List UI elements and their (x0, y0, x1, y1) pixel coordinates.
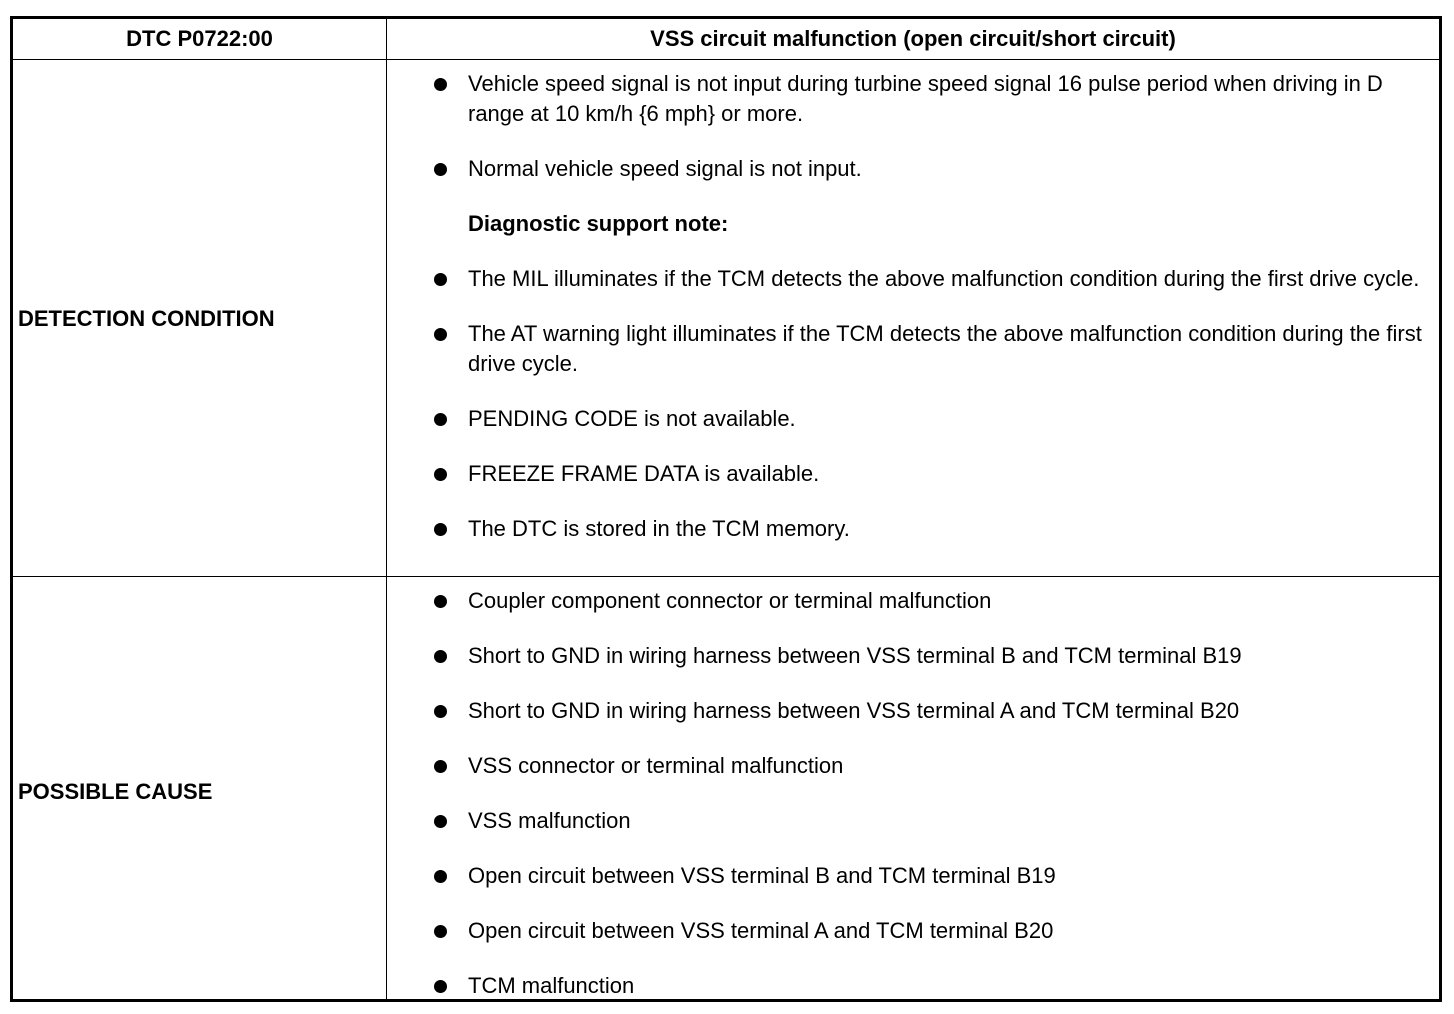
dtc-table (10, 16, 1442, 1002)
list-item-text: Short to GND in wiring harness between VSS terminal B and TCM terminal B19 (468, 643, 1242, 668)
list-item-text: Open circuit between VSS terminal A and TCM terminal B20 (468, 918, 1054, 943)
list-item (432, 264, 1422, 294)
list-item-text: The AT warning light illuminates if the TCM detects the above malfunction condition during the first drive cycle. (468, 321, 1422, 376)
list-item-text: FREEZE FRAME DATA is available. (468, 461, 820, 486)
list-item-text: VSS connector or terminal malfunction (468, 753, 844, 778)
list-item-text: Coupler component connector or terminal malfunction (468, 588, 992, 613)
diagnostic-support-note-heading: Diagnostic support note: (468, 211, 729, 236)
list-item-text: VSS malfunction (468, 808, 631, 833)
list-item-text: Open circuit between VSS terminal B and TCM terminal B19 (468, 863, 1056, 888)
bullet-icon (434, 870, 447, 883)
bullet-icon (434, 595, 447, 608)
list-item (432, 861, 1422, 891)
possible-cause-list (432, 586, 1422, 1001)
bullet-icon (434, 523, 447, 536)
list-item (432, 971, 1422, 1001)
possible-cause-label: POSSIBLE CAUSE (18, 779, 213, 804)
list-item (432, 751, 1422, 781)
list-item (432, 641, 1422, 671)
bullet-icon (434, 273, 447, 286)
bullet-icon (434, 815, 447, 828)
list-item-text: The MIL illuminates if the TCM detects the above malfunction condition during the first drive cycle. (468, 266, 1420, 291)
bullet-icon (434, 925, 447, 938)
dtc-code-header: DTC P0722:00 (126, 26, 273, 51)
bullet-icon (434, 760, 447, 773)
column-divider (386, 19, 387, 999)
bullet-icon (434, 980, 447, 993)
bullet-icon (434, 650, 447, 663)
list-item (432, 459, 1422, 489)
section-row-divider (13, 576, 1439, 577)
list-item (432, 69, 1422, 129)
list-item (432, 514, 1422, 544)
bullet-icon (434, 78, 447, 91)
list-item-text: Normal vehicle speed signal is not input. (468, 156, 862, 181)
list-item (432, 806, 1422, 836)
bullet-icon (434, 705, 447, 718)
list-item (432, 586, 1422, 616)
bullet-icon (434, 413, 447, 426)
list-item (432, 404, 1422, 434)
list-item-text: The DTC is stored in the TCM memory. (468, 516, 850, 541)
header-row-divider (13, 59, 1439, 60)
list-item (432, 154, 1422, 184)
list-item (432, 696, 1422, 726)
list-item-text: PENDING CODE is not available. (468, 406, 796, 431)
detection-condition-list (432, 69, 1422, 544)
bullet-icon (434, 468, 447, 481)
list-item (432, 319, 1422, 379)
list-item-text: TCM malfunction (468, 973, 635, 998)
dtc-description-header: VSS circuit malfunction (open circuit/short circuit) (650, 26, 1176, 51)
list-item-text: Short to GND in wiring harness between VSS terminal A and TCM terminal B20 (468, 698, 1240, 723)
list-item (432, 916, 1422, 946)
bullet-icon (434, 163, 447, 176)
list-item-text: Vehicle speed signal is not input during turbine speed signal 16 pulse period when driving in D range at 10 km/h {6 mph} or more. (468, 71, 1383, 126)
bullet-icon (434, 328, 447, 341)
detection-condition-label: DETECTION CONDITION (18, 306, 275, 331)
